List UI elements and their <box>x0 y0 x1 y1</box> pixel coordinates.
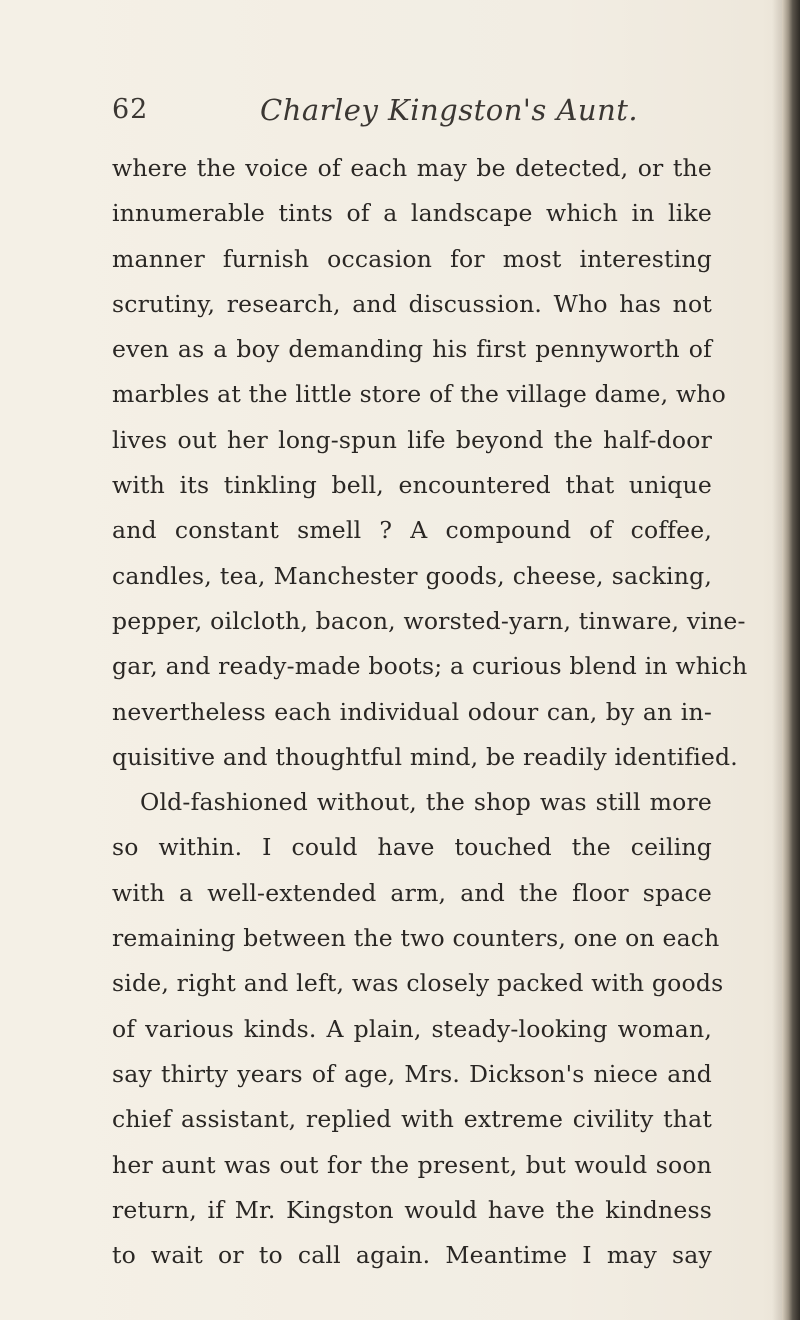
body-text <box>112 146 748 1278</box>
text-line: remaining between the two counters, one on each <box>112 924 720 953</box>
text-line: her aunt was out for the present, but would soon <box>112 1150 712 1179</box>
text-line: side, right and left, was closely packed with goods <box>112 969 724 998</box>
text-line: marbles at the little store of the village dame, who <box>112 380 726 409</box>
text-line: nevertheless each individual odour can, by an in- <box>112 697 712 726</box>
text-line: manner furnish occasion for most interesting <box>112 244 712 273</box>
text-line: with a well-extended arm, and the floor space <box>112 878 712 907</box>
text-line: scrutiny, research, and discussion. Who has not <box>112 289 712 318</box>
text-line: innumerable tints of a landscape which in like <box>112 199 712 228</box>
binding-shadow <box>772 0 782 1320</box>
text-line: and constant smell ? A compound of coffee, <box>112 516 712 545</box>
text-line: so within. I could have touched the ceiling <box>112 833 712 862</box>
text-line: with its tinkling bell, encountered that unique <box>112 471 712 500</box>
text-line: where the voice of each may be detected, or the <box>112 154 712 182</box>
text-line: say thirty years of age, Mrs. Dickson's niece and <box>112 1059 712 1088</box>
text-line: to wait or to call again. Meantime I may say <box>112 1241 712 1270</box>
text-line: candles, tea, Manchester goods, cheese, sacking, <box>112 561 712 590</box>
page-number: 62 <box>112 94 149 125</box>
text-line: of various kinds. A plain, steady-looking woman, <box>112 1014 712 1043</box>
text-line: quisitive and thoughtful mind, be readily identified. <box>112 742 738 771</box>
text-line: lives out her long-spun life beyond the half-door <box>112 425 712 454</box>
text-line: pepper, oilcloth, bacon, worsted-yarn, tinware, vine- <box>112 606 746 635</box>
text-line: Old-fashioned without, the shop was still more <box>140 788 712 817</box>
text-line: return, if Mr. Kingston would have the kindness <box>112 1195 712 1224</box>
running-title: Charley Kingston's Aunt. <box>260 93 639 127</box>
running-head <box>112 94 732 138</box>
text-line: gar, and ready-made boots; a curious blend in which <box>112 652 748 681</box>
text-line: even as a boy demanding his first pennyworth of <box>112 335 712 364</box>
page-edge <box>782 0 800 1320</box>
text-line: chief assistant, replied with extreme civility that <box>112 1105 712 1134</box>
